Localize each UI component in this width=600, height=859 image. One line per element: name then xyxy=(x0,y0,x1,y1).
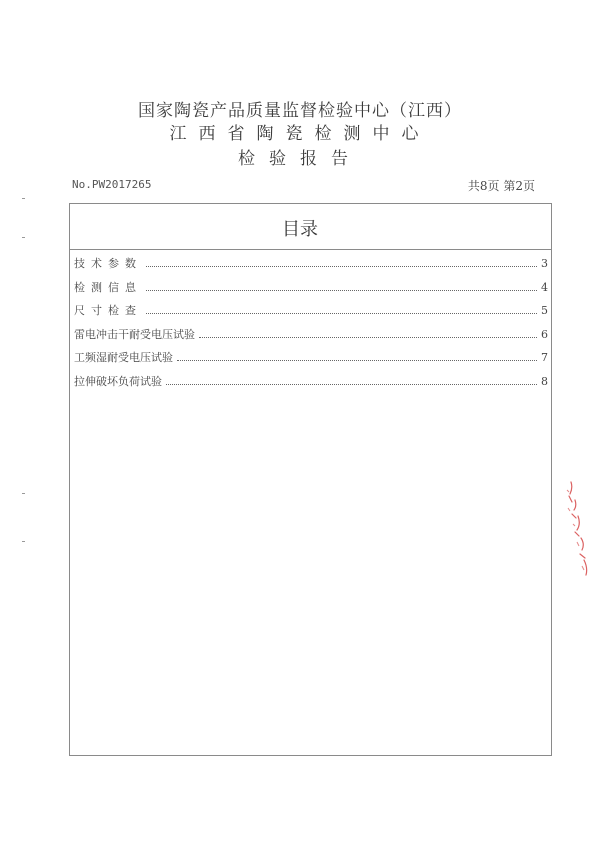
toc-entry xyxy=(74,326,548,350)
scan-mark xyxy=(22,237,25,238)
report-number: No.PW2017265 xyxy=(72,178,152,191)
toc-title: 目录 xyxy=(282,219,318,240)
toc-entry-page: 8 xyxy=(541,374,548,388)
toc-entry-page: 4 xyxy=(541,280,548,294)
toc-entry xyxy=(74,302,548,326)
report-title: 检验报告 xyxy=(238,149,362,169)
sub-center-name-line: 江西省陶瓷检测中心 xyxy=(169,124,431,144)
toc-title-divider xyxy=(69,249,552,250)
center-name-line: 国家陶瓷产品质量监督检验中心（江西） xyxy=(138,101,462,121)
toc-leader-dots xyxy=(177,359,537,361)
toc-entry-label: 技术参数 xyxy=(74,257,142,270)
scan-mark xyxy=(22,493,25,494)
scan-mark xyxy=(22,541,25,542)
toc-leader-dots xyxy=(199,336,537,338)
toc-list xyxy=(74,255,548,397)
scan-mark xyxy=(22,198,25,199)
toc-entry-page: 3 xyxy=(541,257,548,270)
toc-entry xyxy=(74,279,548,303)
toc-entry-page: 5 xyxy=(541,304,548,318)
toc-entry-label: 雷电冲击干耐受电压试验 xyxy=(74,327,195,341)
toc-entry xyxy=(74,373,548,397)
toc-entry-page: 6 xyxy=(541,327,548,341)
page-count: 共8页 第2页 xyxy=(467,179,535,193)
seal-stamp-icon xyxy=(563,480,593,580)
toc-entry-label: 尺寸检查 xyxy=(74,304,142,318)
toc-entry xyxy=(74,255,548,279)
toc-leader-dots xyxy=(146,289,537,291)
toc-entry-page: 7 xyxy=(541,351,548,365)
toc-entry-label: 工频湿耐受电压试验 xyxy=(74,351,173,365)
toc-leader-dots xyxy=(146,312,537,314)
toc-leader-dots xyxy=(146,265,537,267)
toc-entry xyxy=(74,349,548,373)
toc-entry-label: 检测信息 xyxy=(74,280,142,294)
toc-leader-dots xyxy=(166,383,537,385)
toc-entry-label: 拉伸破坏负荷试验 xyxy=(74,374,162,388)
